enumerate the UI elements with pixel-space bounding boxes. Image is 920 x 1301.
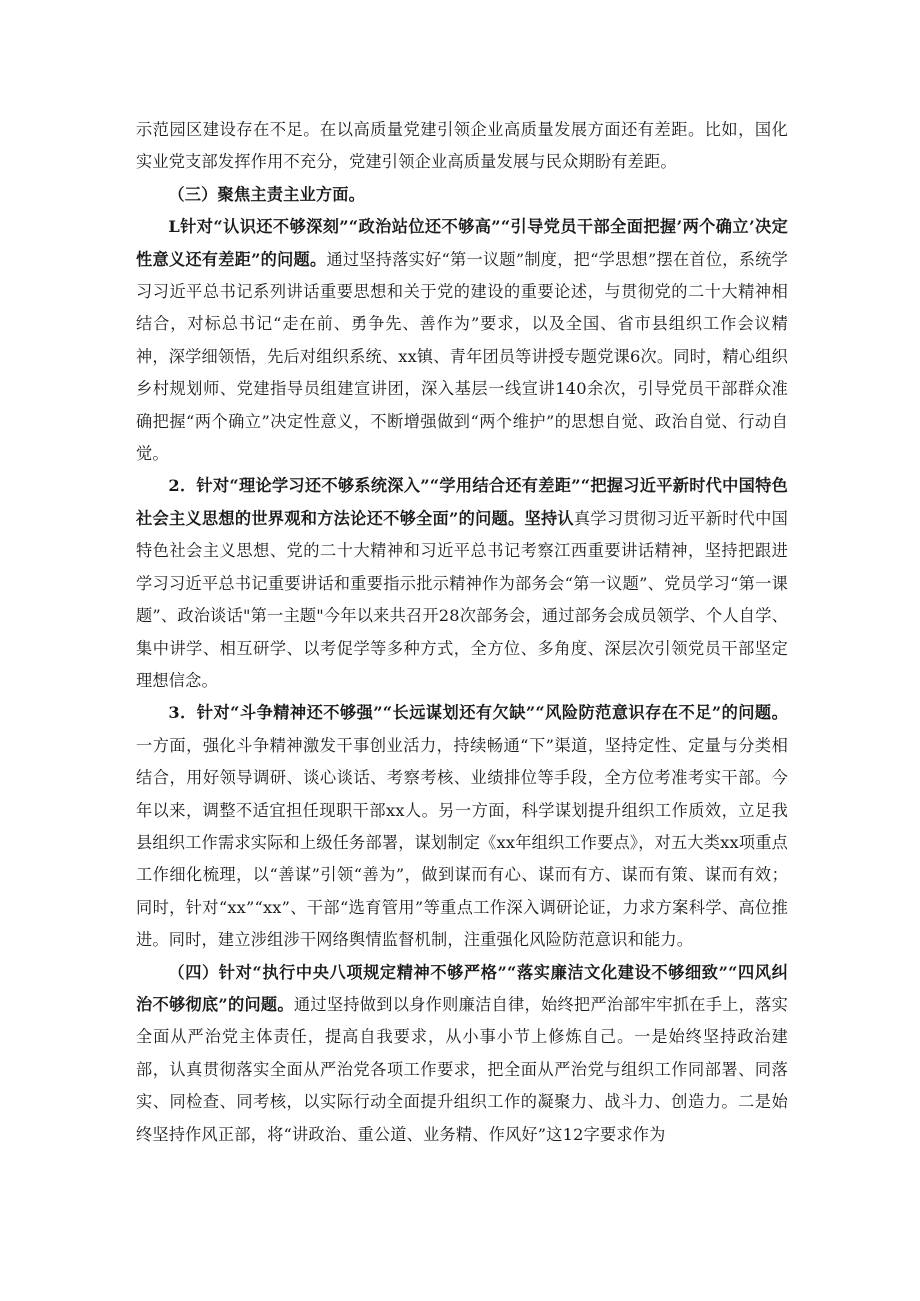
item-3-body: 一方面，强化斗争精神激发干事创业活力，持续畅通“下”渠道，坚持定性、定量与分类相结合，用好领导调研、谈心谈话、考察考核、业绩排位等手段，全方位考准考实干部。今年以来，调整不适宜担任现职干部xx人。另一方面，科学谋划提升组织工作质效，立足我县组织工作需求实际和上级任务部署，谋划制定《xx年组织工作要点》，对五大类xx项重点工作细化梳理，以“善谋”引领“善为”，做到谋而有心、谋而有方、谋而有策、谋而有效；同时，针对“xx”“xx”、干部“选育管用”等重点工作深入调研论证，力求方案科学、高位推进。同时，建立涉组涉干网络舆情监督机制，注重强化风险防范意识和能力。	[136, 735, 788, 950]
section-4-title: （四）针对“执行中央八项规定精神不够严格”“落实廉洁文化建设不够细致”“四风纠治不够彻底”的问题。	[136, 962, 788, 1014]
item-2-paragraph	[136, 470, 788, 697]
continuation-paragraph	[136, 114, 788, 179]
item-1-title: L针对“认识还不够深刻”“政治站位还不够高”“引导党员干部全面把握’两个确立’决定性意义还有差距”的问题。	[136, 217, 788, 269]
item-3-paragraph	[136, 697, 788, 956]
item-1-paragraph	[136, 211, 788, 470]
item-2-title: 2．针对“理论学习还不够系统深入”“学用结合还有差距”“把握习近平新时代中国特色社会主义思想的世界观和方法论还不够全面”的问题。坚持认	[136, 476, 788, 528]
document-body	[136, 114, 788, 1151]
section-4-body: 通过坚持做到以身作则廉洁自律，始终把严治部牢牢抓在手上，落实全面从严治党主体责任，提高自我要求，从小事小节上修炼自己。一是始终坚持政治建部，认真贯彻落实全面从严治党各项工作要求，把全面从严治党与组织工作同部署、同落实、同检查、同考核，以实际行动全面提升组织工作的凝聚力、战斗力、创造力。二是始终坚持作风正部，将“讲政治、重公道、业务精、作风好”这12字要求作为	[136, 994, 789, 1144]
item-2-body: 真学习贯彻习近平新时代中国特色社会主义思想、党的二十大精神和习近平总书记考察江西重要讲话精神，坚持把跟进学习习近平总书记重要讲话和重要指示批示精神作为部务会“第一议题”、党员学习“第一课题”、政治谈话"第一主题"今年以来共召开28次部务会，通过部务会成员领学、个人自学、集中讲学、相互研学、以考促学等多种方式，全方位、多角度、深层次引领党员干部坚定理想信念。	[136, 508, 788, 690]
item-1-body: 通过坚持落实好“第一议题”制度，把“学思想”摆在首位，系统学习习近平总书记系列讲话重要思想和关于党的建设的重要论述，与贯彻党的二十大精神相结合，对标总书记“走在前、勇争先、善作为”要求，以及全国、省市县组织工作会议精神，深学细领悟，先后对组织系统、xx镇、青年团员等讲授专题党课6次。同时，精心组织乡村规划师、党建指导员组建宣讲团，深入基层一线宣讲140余次，引导党员干部群众准确把握“两个确立”决定性意义，不断增强做到“两个维护”的思想自觉、政治自觉、行动自觉。	[136, 249, 788, 464]
item-3-title: 3．针对“斗争精神还不够强”“长远谋划还有欠缺”“风险防范意识存在不足”的问题。	[168, 703, 788, 723]
continuation-text: 示范园区建设存在不足。在以高质量党建引领企业高质量发展方面还有差距。比如，国化实业党支部发挥作用不充分，党建引领企业高质量发展与民众期盼有差距。	[136, 120, 788, 172]
section-3-heading: （三）聚焦主责主业方面。	[168, 184, 366, 204]
section-4-paragraph	[136, 957, 788, 1151]
